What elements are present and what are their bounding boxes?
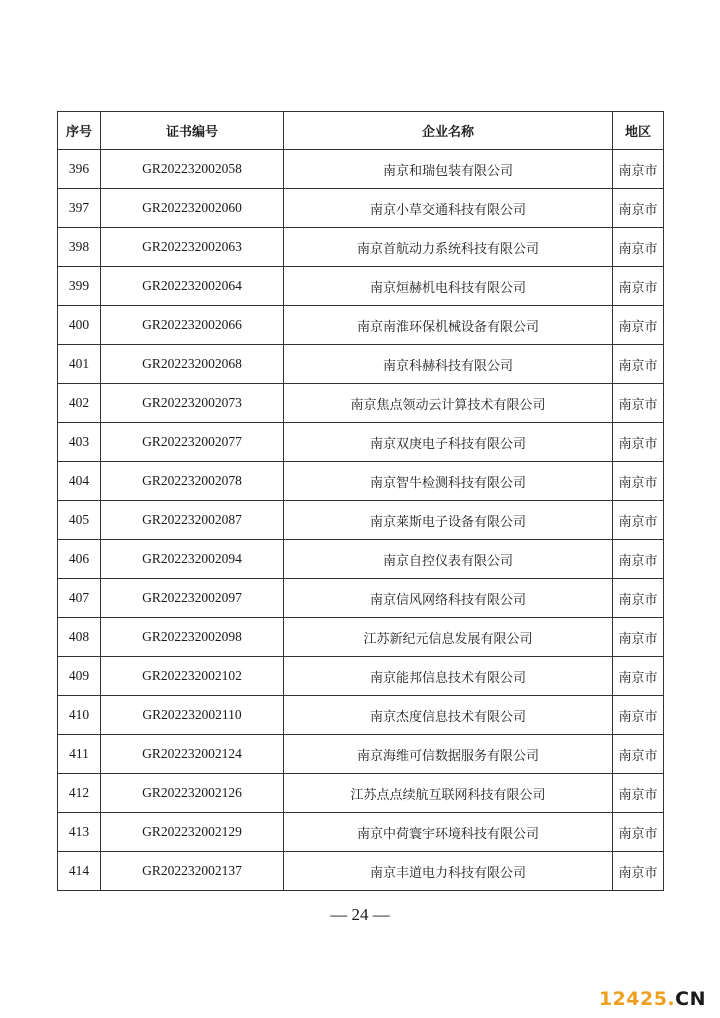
table-row [58,189,664,228]
cell-cert: GR202232002126 [101,774,284,813]
cell-region: 南京市 [613,774,664,813]
cell-seq: 408 [58,618,101,657]
cell-region: 南京市 [613,540,664,579]
table-row [58,657,664,696]
table-row [58,579,664,618]
cell-region: 南京市 [613,618,664,657]
site-watermark-logo [599,988,706,1010]
cell-company-name: 南京杰度信息技术有限公司 [284,696,613,735]
cell-company-name: 南京莱斯电子设备有限公司 [284,501,613,540]
cell-region: 南京市 [613,384,664,423]
watermark-dot: . [667,988,676,1010]
cell-company-name: 南京智牛检测科技有限公司 [284,462,613,501]
page-number: — 24 — [330,905,390,924]
table-row [58,540,664,579]
cell-region: 南京市 [613,579,664,618]
cell-cert: GR202232002129 [101,813,284,852]
table-row [58,774,664,813]
table-row [58,345,664,384]
cell-seq: 412 [58,774,101,813]
cell-region: 南京市 [613,189,664,228]
cell-company-name: 南京首航动力系统科技有限公司 [284,228,613,267]
cell-company-name: 南京焦点领动云计算技术有限公司 [284,384,613,423]
cell-company-name: 南京中荷寰宇环境科技有限公司 [284,813,613,852]
cell-seq: 397 [58,189,101,228]
cell-seq: 401 [58,345,101,384]
cell-company-name: 南京海维可信数据服务有限公司 [284,735,613,774]
cell-cert: GR202232002137 [101,852,284,891]
cell-seq: 407 [58,579,101,618]
watermark-suffix: CN [675,988,706,1010]
cell-seq: 400 [58,306,101,345]
cell-cert: GR202232002110 [101,696,284,735]
cell-cert: GR202232002102 [101,657,284,696]
cell-seq: 402 [58,384,101,423]
cell-region: 南京市 [613,462,664,501]
table-row [58,423,664,462]
cell-cert: GR202232002066 [101,306,284,345]
cell-company-name: 南京小草交通科技有限公司 [284,189,613,228]
cell-seq: 398 [58,228,101,267]
cell-seq: 413 [58,813,101,852]
cell-seq: 409 [58,657,101,696]
cell-region: 南京市 [613,735,664,774]
table-row [58,813,664,852]
cell-cert: GR202232002087 [101,501,284,540]
cell-cert: GR202232002058 [101,150,284,189]
table-row [58,696,664,735]
table-row [58,384,664,423]
cell-cert: GR202232002060 [101,189,284,228]
cell-cert: GR202232002063 [101,228,284,267]
cell-region: 南京市 [613,657,664,696]
cell-cert: GR202232002094 [101,540,284,579]
header-cert: 证书编号 [101,112,284,150]
cell-seq: 403 [58,423,101,462]
cell-company-name: 南京科赫科技有限公司 [284,345,613,384]
table-row [58,618,664,657]
cell-region: 南京市 [613,501,664,540]
cell-company-name: 南京双庚电子科技有限公司 [284,423,613,462]
cell-company-name: 南京和瑞包装有限公司 [284,150,613,189]
table-row [58,501,664,540]
cell-seq: 405 [58,501,101,540]
cell-seq: 411 [58,735,101,774]
cell-company-name: 南京能邦信息技术有限公司 [284,657,613,696]
cell-cert: GR202232002097 [101,579,284,618]
table-row [58,735,664,774]
cell-cert: GR202232002073 [101,384,284,423]
cell-company-name: 南京信风网络科技有限公司 [284,579,613,618]
table-row [58,852,664,891]
table-row [58,462,664,501]
cell-region: 南京市 [613,228,664,267]
cell-seq: 399 [58,267,101,306]
watermark-digits: 12425 [598,988,668,1010]
cell-company-name: 江苏新纪元信息发展有限公司 [284,618,613,657]
cell-seq: 414 [58,852,101,891]
header-seq: 序号 [58,112,101,150]
cell-seq: 410 [58,696,101,735]
cell-region: 南京市 [613,423,664,462]
cell-cert: GR202232002078 [101,462,284,501]
cell-company-name: 南京自控仪表有限公司 [284,540,613,579]
cell-company-name: 南京丰道电力科技有限公司 [284,852,613,891]
cell-company-name: 南京南淮环保机械设备有限公司 [284,306,613,345]
cell-seq: 396 [58,150,101,189]
header-region: 地区 [613,112,664,150]
cell-seq: 404 [58,462,101,501]
header-name: 企业名称 [284,112,613,150]
cell-region: 南京市 [613,150,664,189]
table-body [58,150,664,891]
table-row [58,267,664,306]
cell-region: 南京市 [613,267,664,306]
cell-seq: 406 [58,540,101,579]
cell-region: 南京市 [613,813,664,852]
table-row [58,228,664,267]
cell-region: 南京市 [613,696,664,735]
cell-region: 南京市 [613,306,664,345]
cell-cert: GR202232002098 [101,618,284,657]
cell-cert: GR202232002124 [101,735,284,774]
cell-region: 南京市 [613,852,664,891]
table-header-row [58,112,664,150]
cell-company-name: 江苏点点续航互联网科技有限公司 [284,774,613,813]
cell-cert: GR202232002068 [101,345,284,384]
cell-cert: GR202232002077 [101,423,284,462]
cell-region: 南京市 [613,345,664,384]
cell-company-name: 南京烜赫机电科技有限公司 [284,267,613,306]
table-row [58,150,664,189]
table-row [58,306,664,345]
certificate-table [57,111,664,891]
cell-cert: GR202232002064 [101,267,284,306]
